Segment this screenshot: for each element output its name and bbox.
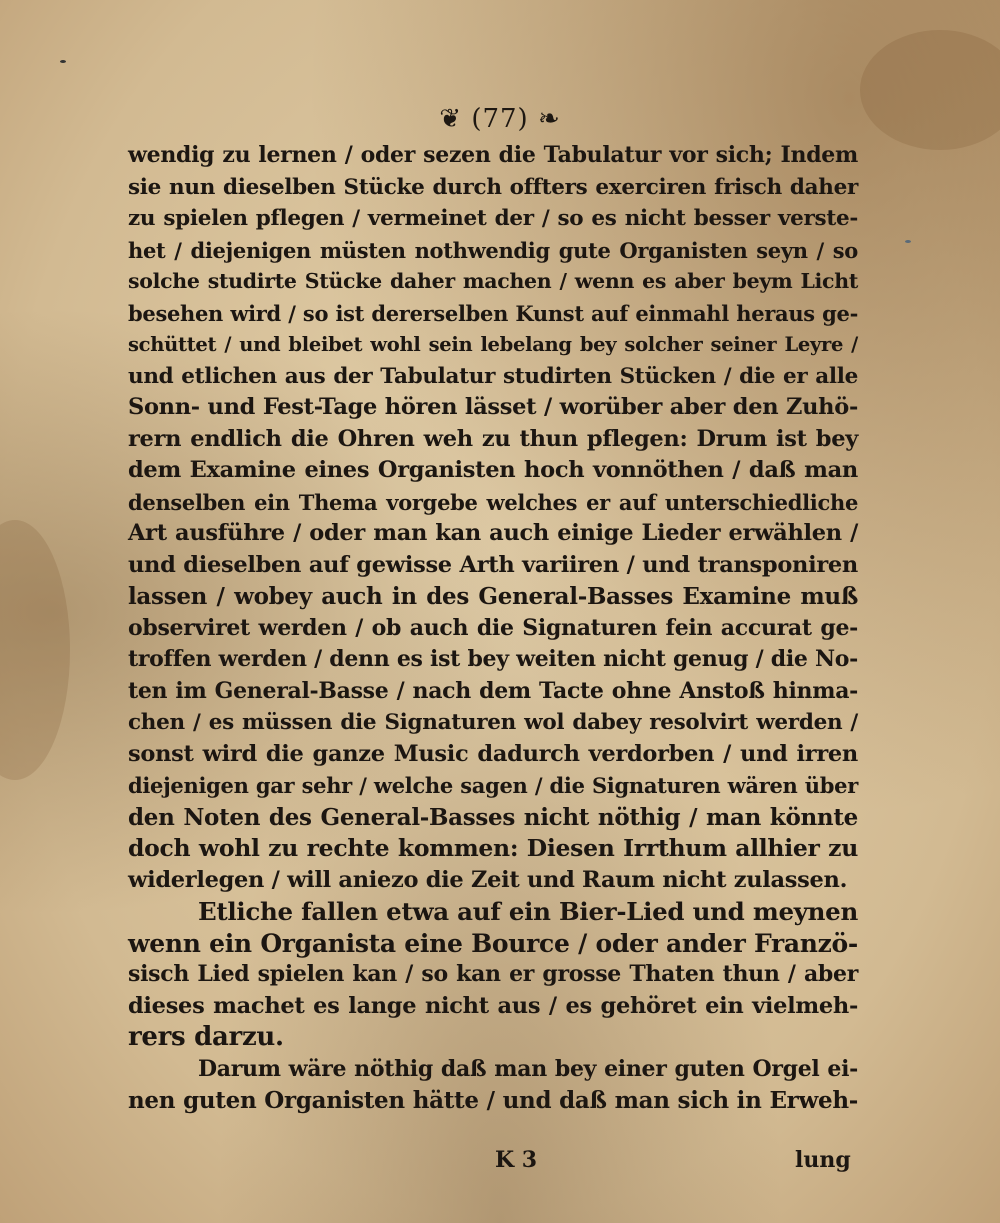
paper-stain [0, 520, 70, 780]
text-line: sonst wird die ganze Music dadurch verdorben / und irren [128, 740, 858, 767]
text-line: den Noten des General-Basses nicht nöthig / man könnte [128, 803, 858, 831]
text-line: besehen wird / so ist dererselben Kunst auf einmahl heraus ge- [128, 300, 858, 326]
text-line: sie nun dieselben Stücke durch offters exerciren frisch daher [128, 174, 858, 200]
text-line: wendig zu lernen / oder sezen die Tabulatur vor sich; Indem [128, 142, 858, 168]
text-line: solche studirte Stücke daher machen / wenn es aber beym Licht [128, 269, 858, 293]
text-line: widerlegen / will aniezo die Zeit und Raum nicht zulassen. [128, 866, 848, 893]
text-line: Sonn- und Fest-Tage hören lässet / worüber aber den Zuhö- [128, 394, 858, 420]
text-line: rers darzu. [128, 1022, 284, 1052]
catchword: lung [795, 1147, 851, 1173]
ornament-left-icon: ❦ [439, 104, 463, 134]
text-line: sisch Lied spielen kan / so kan er grosse Thaten thun / aber [128, 961, 858, 987]
ink-speck [60, 60, 66, 63]
text-line: dem Examine eines Organisten hoch vonnöthen / daß man [128, 457, 858, 483]
text-line: lassen / wobey auch in des General-Basses Examine muß [128, 583, 858, 610]
text-line: troffen werden / denn es ist bey weiten nicht genug / die No- [128, 646, 858, 672]
text-line: ten im General-Basse / nach dem Tacte ohne Anstoß hinma- [128, 677, 858, 704]
page-number-header [0, 104, 1000, 134]
text-line-paragraph-start: Darum wäre nöthig daß man bey einer guten Orgel ei- [198, 1055, 858, 1082]
signature-mark: K 3 [495, 1147, 538, 1173]
text-line: Art ausführe / oder man kan auch einige Lieder erwählen / [128, 520, 858, 546]
text-line-paragraph-start: Etliche fallen etwa auf ein Bier-Lied und meynen [198, 897, 858, 926]
text-line: doch wohl zu rechte kommen: Diesen Irrthum allhier zu [128, 834, 858, 862]
text-line: rern endlich die Ohren weh zu thun pflegen: Drum ist bey [128, 425, 858, 452]
text-line: het / diejenigen müsten nothwendig gute Organisten seyn / so [128, 237, 858, 263]
text-line: denselben ein Thema vorgebe welches er auf unterschiedliche [128, 489, 858, 515]
text-line: diejenigen gar sehr / welche sagen / die Signaturen wären über [128, 773, 858, 798]
page-number: (77) [471, 104, 529, 134]
page-footer [0, 1147, 1000, 1181]
text-line: dieses machet es lange nicht aus / es gehöret ein vielmeh- [128, 992, 858, 1019]
ornament-right-icon: ❧ [537, 104, 561, 134]
text-line: wenn ein Organista eine Bource / oder ander Franzö- [128, 928, 858, 958]
text-line: und dieselben auf gewisse Arth variiren / und transponiren [128, 551, 858, 578]
text-line: nen guten Organisten hätte / und daß man sich in Erweh- [128, 1087, 858, 1114]
text-line: schüttet / und bleibet wohl sein lebelang bey solcher seiner Leyre / [128, 333, 858, 356]
text-line: zu spielen pflegen / vermeinet der / so es nicht besser verste- [128, 206, 858, 231]
text-block [128, 140, 858, 1117]
text-line: chen / es müssen die Signaturen wol dabey resolvirt werden / [128, 710, 858, 735]
text-line: und etlichen aus der Tabulatur studirten Stücken / die er alle [128, 363, 858, 389]
ink-speck [905, 240, 911, 243]
text-line: observiret werden / ob auch die Signaturen fein accurat ge- [128, 614, 858, 641]
